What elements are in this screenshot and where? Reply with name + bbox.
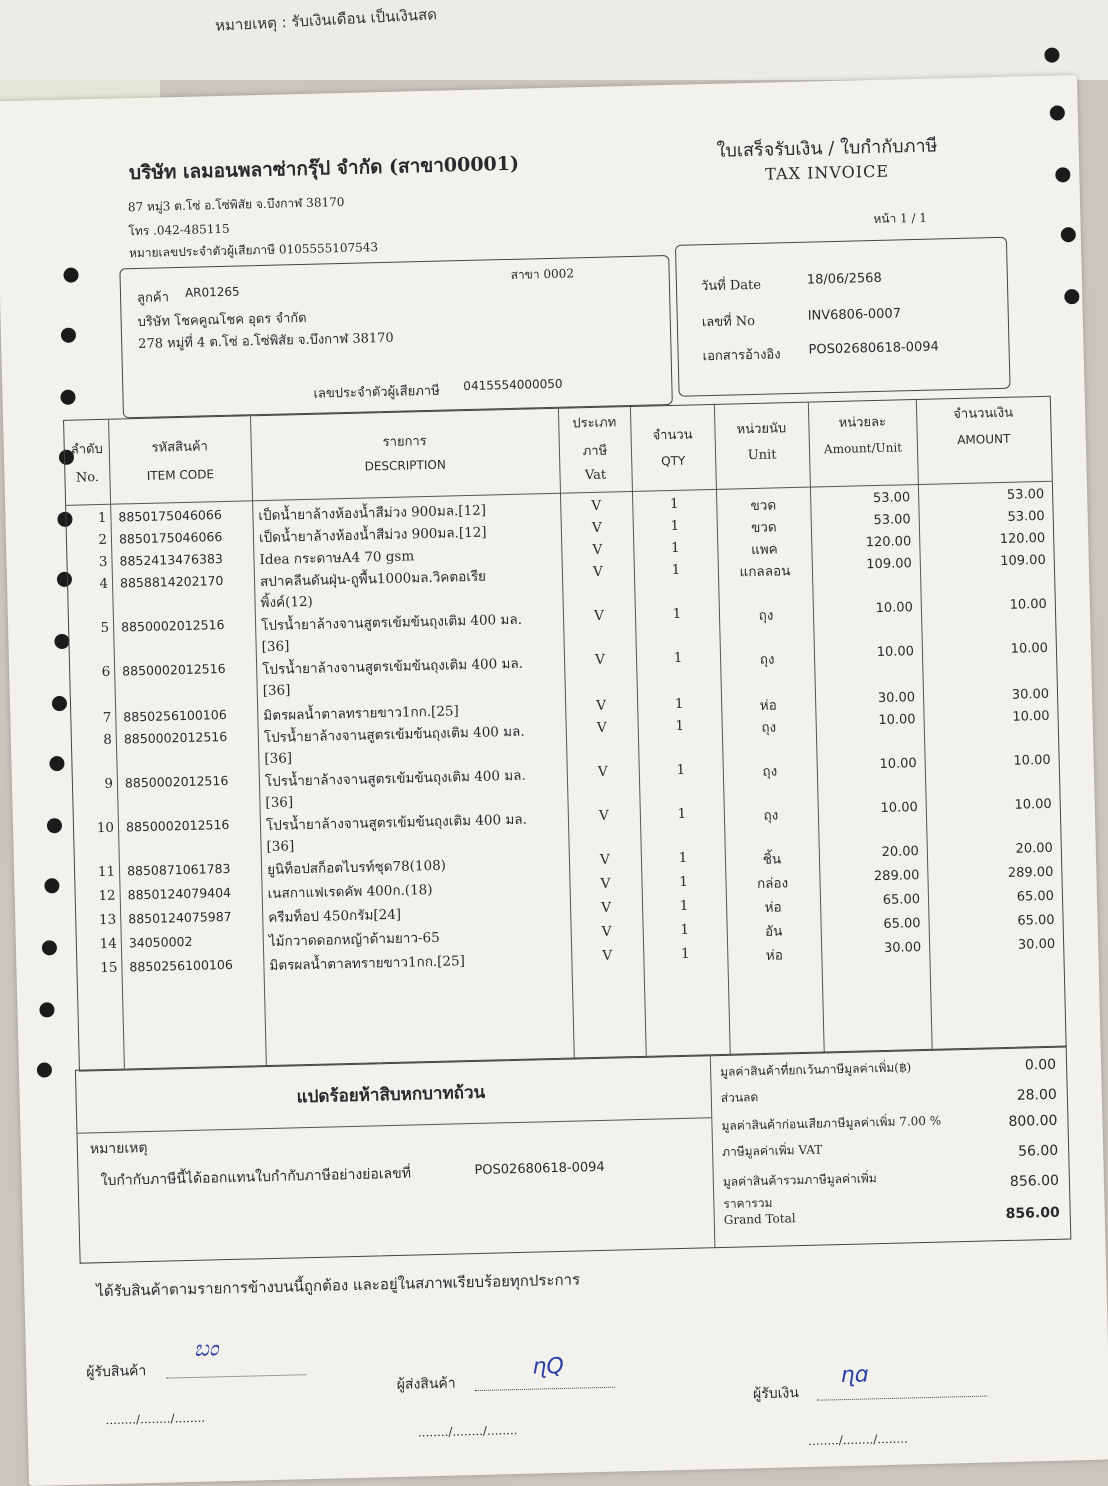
item-code: 8850256100106	[123, 706, 227, 725]
item-no: 5	[100, 619, 110, 637]
item-price: 289.00	[873, 868, 920, 885]
item-description: ไม้กวาดดอกหญ้าด้ามยาว-65	[268, 929, 440, 950]
items-table	[63, 396, 1067, 1072]
company-phone: โทร .042-485115	[128, 221, 230, 239]
item-qty: 1	[677, 805, 687, 822]
item-amount: 10.00	[1009, 596, 1048, 613]
date-label: วันที่ Date	[700, 277, 762, 295]
item-no: 9	[104, 775, 114, 792]
item-vat: V	[596, 697, 607, 714]
page-number: หน้า 1 / 1	[873, 210, 928, 227]
sender-label: ผู้ส่งสินค้า	[396, 1375, 456, 1393]
feed-hole	[61, 328, 76, 343]
item-code: 8850002012516	[120, 616, 225, 635]
doc-no-label: เลขที่ No	[701, 313, 756, 331]
incl-vat-value: 856.00	[1009, 1172, 1060, 1190]
feed-hole	[44, 878, 59, 893]
document-title-th: ใบเสร็จรับเงิน / ใบกำกับภาษี	[716, 135, 938, 162]
item-qty: 1	[679, 897, 689, 914]
item-vat: V	[597, 763, 608, 780]
col-vat-th1: ประเภท	[572, 415, 617, 432]
item-code: 8850002012516	[123, 728, 228, 747]
item-price: 65.00	[883, 916, 921, 932]
background-note: หมายเหตุ : รับเงินเดือน เป็นเงินสด	[214, 5, 438, 35]
col-desc-en: DESCRIPTION	[364, 457, 447, 474]
item-description: มิตรผลน้ำตาลทรายขาว1กก.[25]	[269, 953, 466, 974]
discount-label: ส่วนลด	[720, 1090, 759, 1105]
feed-hole	[60, 390, 75, 405]
customer-tax-id-label: เลขประจำตัวผู้เสียภาษี	[313, 383, 440, 402]
item-vat: V	[601, 923, 612, 940]
doc-ref-label: เอกสารอ้างอิง	[702, 347, 781, 365]
receiver-label: ผู้รับสินค้า	[86, 1363, 147, 1381]
item-qty: 1	[674, 695, 684, 712]
item-code: 8850002012516	[122, 660, 226, 679]
item-amount: 20.00	[1015, 840, 1053, 857]
feed-hole	[39, 1002, 54, 1017]
col-qty-th: จำนวน	[652, 427, 693, 444]
col-code-en: ITEM CODE	[146, 467, 215, 483]
item-unit: ถุง	[759, 651, 775, 668]
item-no: 2	[98, 531, 108, 549]
item-price: 109.00	[866, 556, 912, 573]
payee-date-line: ......../......../........	[808, 1431, 908, 1448]
receiver-signature: ಬಂ	[193, 1336, 219, 1362]
item-unit: ถุง	[762, 763, 778, 780]
customer-branch: สาขา 0002	[510, 266, 575, 282]
item-vat: V	[594, 651, 606, 668]
col-price-en: Amount/Unit	[823, 440, 903, 457]
item-description: เนสกาแฟเรดคัพ 400ก.(18)	[267, 881, 433, 903]
company-address: 87 หมู่3 ต.โซ่ อ.โซ่พิสัย จ.บึงกาฬ 38170	[127, 194, 345, 215]
item-price: 30.00	[883, 940, 922, 956]
item-qty: 1	[671, 561, 681, 579]
item-price: 20.00	[881, 844, 920, 860]
doc-ref-value: POS02680618-0094	[808, 339, 939, 358]
item-price: 10.00	[875, 600, 914, 617]
item-no: 7	[102, 709, 112, 726]
sender-signature: ɳQ	[532, 1353, 565, 1380]
item-description: โปรน้ำยาล้างจานสูตรเข้มข้นถุงเติม 400 มล.[36]	[260, 611, 523, 656]
feed-hole	[42, 940, 57, 955]
acknowledgement-text: ได้รับสินค้าตามรายการข้างบนนี้ถูกต้อง และอยู่ในสภาพเรียบร้อยทุกประการ	[96, 1270, 581, 1301]
customer-address: 278 หมู่ที่ 4 ต.โซ่ อ.โซ่พิสัย จ.บึงกาฬ 38170	[138, 330, 394, 353]
col-unit-th: หน่วยนับ	[736, 421, 787, 438]
feed-hole	[37, 1062, 52, 1077]
feed-hole	[52, 696, 67, 711]
item-description: ยูนิท็อปสก็อตไบรท์ชุด78(108)	[266, 857, 447, 879]
item-no: 8	[103, 731, 113, 748]
item-description: ครีมท็อป 450กรัม[24]	[268, 906, 402, 926]
item-no: 1	[97, 509, 107, 527]
item-unit: แพค	[750, 541, 778, 559]
item-qty: 1	[678, 849, 688, 866]
item-code: 8850002012516	[125, 816, 230, 835]
doc-no-value: INV6806-0007	[807, 306, 902, 324]
col-desc-th: รายการ	[382, 433, 427, 451]
item-price: 10.00	[878, 712, 916, 729]
item-qty: 1	[675, 717, 685, 734]
customer-code: AR01265	[184, 284, 240, 300]
item-vat: V	[599, 851, 611, 868]
item-no: 6	[101, 663, 111, 680]
item-amount: 65.00	[1017, 912, 1055, 929]
discount-value: 28.00	[1016, 1086, 1058, 1104]
item-qty: 1	[670, 539, 680, 557]
item-code: 8850124075987	[128, 908, 232, 927]
customer-box	[119, 255, 673, 418]
payee-signature-line	[817, 1396, 987, 1401]
item-no: 14	[99, 935, 118, 953]
item-vat: V	[598, 807, 609, 824]
grand-total-value: 856.00	[1005, 1204, 1060, 1223]
date-value: 18/06/2568	[806, 270, 882, 288]
item-vat: V	[601, 899, 612, 916]
feed-hole	[47, 818, 62, 833]
item-vat: V	[600, 875, 611, 892]
vat-value: 56.00	[1017, 1142, 1059, 1160]
item-unit: ชิ้น	[762, 851, 782, 868]
feed-hole	[49, 756, 64, 771]
item-qty: 1	[680, 945, 690, 962]
item-unit: ถุง	[758, 607, 774, 624]
customer-name: บริษัท โชคคูณโชค อุดร จำกัด	[137, 310, 307, 331]
vat-label: ภาษีมูลค่าเพิ่ม VAT	[721, 1142, 823, 1159]
company-name: บริษัท เลมอนพลาซ่ากรุ๊ป จำกัด (สาขา00001)	[128, 152, 520, 185]
item-unit: ขวด	[750, 497, 777, 515]
item-qty: 1	[679, 873, 689, 890]
item-unit: ถุง	[763, 807, 779, 824]
item-qty: 1	[676, 761, 686, 778]
item-qty: 1	[670, 517, 680, 535]
item-unit: แกลลอน	[739, 563, 791, 581]
item-amount: 10.00	[1010, 640, 1049, 657]
item-code: 8850175046066	[118, 507, 222, 525]
item-price: 10.00	[880, 800, 918, 817]
item-unit: ขวด	[750, 519, 777, 537]
item-description: สปาคลีนดันฝุ่น-ถูพื้น1000มล.วิคตอเรียพิ้งค์(12)	[259, 568, 487, 612]
payee-label: ผู้รับเงิน	[752, 1385, 800, 1403]
item-amount: 53.00	[1006, 486, 1045, 503]
item-amount: 120.00	[999, 530, 1046, 548]
item-amount: 10.00	[1012, 708, 1050, 725]
amount-in-words: แปดร้อยห้าสิบหกบาทถ้วน	[296, 1082, 486, 1108]
item-description: เป็ดน้ำยาล้างห้องน้ำสีม่วง 900มล.[12]	[258, 524, 487, 547]
col-amount-en: AMOUNT	[957, 431, 1011, 448]
feed-hole	[1055, 167, 1070, 182]
col-qty-en: QTY	[660, 453, 686, 469]
item-amount: 53.00	[1007, 508, 1045, 525]
item-amount: 30.00	[1017, 936, 1056, 953]
item-unit: ห่อ	[765, 947, 784, 964]
item-amount: 10.00	[1013, 752, 1051, 769]
item-code: 8850002012516	[124, 772, 229, 791]
document-info-box	[675, 237, 1011, 397]
col-no-en: No.	[75, 470, 100, 486]
before-vat-label: มูลค่าสินค้าก่อนเสียภาษีมูลค่าเพิ่ม 7.00 %	[721, 1113, 942, 1133]
item-code: 8852413476383	[119, 551, 224, 569]
item-unit: กล่อง	[756, 875, 789, 893]
item-code: 8850256100106	[129, 956, 233, 975]
item-unit: อัน	[764, 923, 783, 940]
exempt-value: 0.00	[1024, 1056, 1057, 1074]
receiver-date-line: ......../......../........	[105, 1410, 206, 1428]
col-code-th: รหัสสินค้า	[151, 439, 209, 456]
document-title-en: TAX INVOICE	[765, 161, 890, 184]
item-qty: 1	[673, 649, 683, 667]
item-no: 4	[99, 575, 109, 593]
payee-signature: ɳɑ	[840, 1362, 870, 1389]
sender-date-line: ......../......../........	[417, 1423, 518, 1440]
col-vat-en: Vat	[584, 467, 607, 484]
item-code: 34050002	[128, 933, 193, 951]
col-price-th: หน่วยละ	[838, 414, 887, 431]
item-amount: 65.00	[1016, 888, 1055, 905]
company-tax-id: หมายเลขประจำตัวผู้เสียภาษี 0105555107543	[128, 240, 379, 261]
incl-vat-label: มูลค่าสินค้ารวมภาษีมูลค่าเพิ่ม	[722, 1171, 877, 1189]
item-description: โปรน้ำยาล้างจานสูตรเข้มข้นถุงเติม 400 มล.[36]	[265, 811, 528, 856]
col-vat-th2: ภาษี	[582, 443, 608, 460]
col-unit-en: Unit	[747, 447, 777, 464]
item-vat: V	[591, 519, 602, 536]
item-vat: V	[602, 947, 613, 964]
customer-code-label: ลูกค้า	[136, 290, 170, 307]
item-unit: ห่อ	[764, 899, 782, 916]
remark-text: ใบกำกับภาษีนี้ได้ออกแทนใบกำกับภาษีอย่างย่อเลขที่	[100, 1165, 412, 1190]
customer-tax-id: 0415554000050	[463, 376, 563, 394]
item-description: เป็ดน้ำยาล้างห้องน้ำสีม่วง 900มล.[12]	[258, 502, 487, 525]
item-vat: V	[592, 541, 603, 558]
before-vat-value: 800.00	[1008, 1112, 1058, 1130]
item-price: 120.00	[865, 534, 912, 551]
receiver-signature-line	[166, 1374, 306, 1378]
item-vat: V	[596, 719, 607, 736]
item-amount: 10.00	[1014, 796, 1052, 813]
item-no: 3	[98, 553, 108, 571]
background-sheet-top	[0, 0, 1108, 80]
item-description: มิตรผลน้ำตาลทรายขาว1กก.[25]	[263, 703, 459, 725]
summary-box	[75, 1046, 1071, 1264]
item-no: 10	[96, 819, 115, 837]
item-price: 10.00	[879, 756, 917, 773]
grand-total-label-th: ราคารวม	[723, 1195, 773, 1211]
item-vat: V	[593, 607, 605, 624]
item-price: 10.00	[876, 644, 915, 661]
item-qty: 1	[672, 605, 682, 623]
feed-hole	[63, 267, 78, 282]
item-price: 53.00	[872, 490, 911, 507]
remark-label: หมายเหตุ	[89, 1140, 148, 1158]
item-price: 65.00	[882, 892, 921, 908]
invoice-paper	[0, 75, 1108, 1486]
item-amount: 109.00	[1000, 552, 1046, 570]
summary-divider	[77, 1117, 711, 1133]
item-price: 30.00	[877, 690, 916, 707]
item-no: 11	[97, 863, 116, 881]
sender-signature-line	[475, 1387, 615, 1391]
feed-hole	[1061, 227, 1076, 242]
item-description: Idea กระดาษA4 70 gsm	[259, 548, 415, 569]
col-amount-th: จำนวนเงิน	[953, 405, 1014, 423]
feed-hole	[1064, 289, 1079, 304]
item-no: 12	[98, 887, 116, 905]
item-qty: 1	[680, 921, 690, 938]
feed-hole	[1050, 105, 1065, 120]
item-code: 8850871061783	[126, 860, 231, 879]
item-code: 8858814202170	[119, 572, 224, 591]
item-qty: 1	[669, 495, 679, 513]
remark-ref: POS02680618-0094	[474, 1159, 605, 1179]
item-vat: V	[591, 497, 602, 514]
item-description: โปรน้ำยาล้างจานสูตรเข้มข้นถุงเติม 400 มล.[36]	[263, 723, 525, 768]
item-vat: V	[592, 563, 603, 580]
item-amount: 30.00	[1011, 686, 1050, 703]
item-description: โปรน้ำยาล้างจานสูตรเข้มข้นถุงเติม 400 มล.[36]	[264, 767, 526, 812]
item-price: 53.00	[873, 512, 911, 529]
item-code: 8850175046066	[118, 529, 223, 547]
item-code: 8850124079404	[127, 884, 232, 903]
item-unit: ห่อ	[759, 697, 777, 714]
grand-total-label-en: Grand Total	[723, 1211, 796, 1227]
col-no-th: ลำดับ	[70, 441, 103, 458]
exempt-label: มูลค่าสินค้าที่ยกเว้นภาษีมูลค่าเพิ่ม(฿)	[720, 1060, 912, 1080]
item-description: โปรน้ำยาล้างจานสูตรเข้มข้นถุงเติม 400 มล.[36]	[262, 655, 524, 700]
summary-divider	[710, 1055, 716, 1247]
item-amount: 289.00	[1007, 864, 1054, 881]
item-no: 13	[98, 911, 117, 929]
item-unit: ถุง	[761, 719, 777, 736]
item-no: 15	[100, 959, 118, 977]
